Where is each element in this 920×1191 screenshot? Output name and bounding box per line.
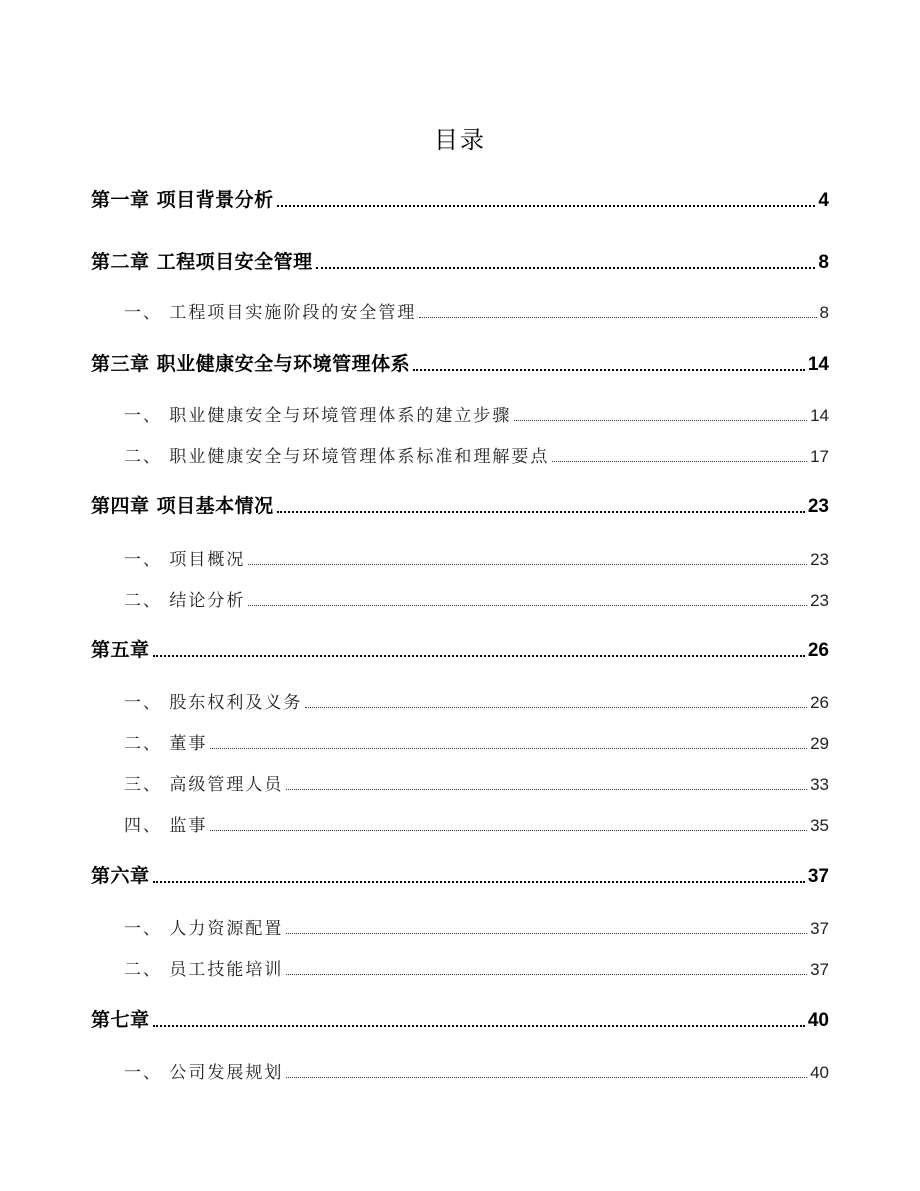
toc-page-number: 14 (810, 406, 829, 425)
toc-entry-section[interactable] (124, 540, 829, 570)
dot-leader (305, 707, 807, 708)
toc-entry-chapter-4[interactable] (91, 488, 829, 518)
toc-entry-label: 第四章 项目基本情况 (91, 495, 274, 517)
toc-entry-section[interactable] (124, 909, 829, 939)
toc-entry-section[interactable] (124, 581, 829, 611)
toc-entry-section[interactable] (124, 806, 829, 836)
toc-entry-label: 二、 董事 (124, 734, 208, 754)
toc-page-number: 8 (818, 252, 829, 273)
toc-page-number: 17 (810, 447, 829, 466)
toc-page-number: 23 (810, 591, 829, 610)
toc-entry-label: 第二章 工程项目安全管理 (91, 251, 313, 273)
toc-page-number: 4 (818, 190, 829, 211)
toc-entry-label: 第一章 项目背景分析 (91, 189, 274, 211)
toc-page-number: 40 (807, 1010, 829, 1031)
toc-page-number: 26 (810, 693, 829, 712)
toc-title: 目录 (434, 126, 486, 154)
toc-page-number: 23 (807, 496, 829, 517)
toc-entry-label: 三、 高级管理人员 (124, 775, 284, 795)
dot-leader (286, 974, 807, 975)
toc-page-number: 35 (810, 816, 829, 835)
dot-leader (552, 461, 807, 462)
toc-entry-label: 二、 结论分析 (124, 591, 246, 611)
dot-leader (419, 317, 816, 318)
toc-entry-section[interactable] (124, 437, 829, 467)
dot-leader (153, 655, 805, 657)
dot-leader (514, 420, 807, 421)
toc-entry-label: 一、 人力资源配置 (124, 919, 284, 939)
toc-entry-section[interactable] (124, 1053, 829, 1083)
toc-entry-section[interactable] (124, 765, 829, 795)
toc-entry-label: 一、 项目概况 (124, 550, 246, 570)
toc-entry-chapter-3[interactable] (91, 346, 829, 376)
dot-leader (153, 1025, 805, 1027)
toc-entry-section[interactable] (124, 293, 829, 323)
toc-page-number: 14 (807, 354, 829, 375)
toc-entry-label: 一、 股东权利及义务 (124, 693, 303, 713)
dot-leader (248, 605, 807, 606)
dot-leader (277, 511, 805, 513)
toc-entry-label: 四、 监事 (124, 816, 208, 836)
toc-entry-label: 二、 职业健康安全与环境管理体系标准和理解要点 (124, 447, 550, 467)
toc-entry-section[interactable] (124, 683, 829, 713)
toc-page-number: 37 (810, 960, 829, 979)
toc-entry-chapter-1[interactable] (91, 182, 829, 212)
toc-page-number: 40 (810, 1063, 829, 1082)
toc-page-number: 33 (810, 775, 829, 794)
dot-leader (210, 830, 807, 831)
toc-page-number: 8 (819, 303, 829, 322)
dot-leader (286, 933, 807, 934)
toc-entry-label: 第七章 (91, 1009, 150, 1031)
dot-leader (153, 881, 805, 883)
toc-page-number: 26 (807, 640, 829, 661)
toc-entry-chapter-2[interactable] (91, 244, 829, 274)
toc-entry-chapter-7[interactable] (91, 1002, 829, 1032)
toc-entry-chapter-5[interactable] (91, 632, 829, 662)
dot-leader (210, 748, 807, 749)
toc-entry-section[interactable] (124, 396, 829, 426)
toc-entry-label: 第五章 (91, 639, 150, 661)
toc-page-number: 37 (810, 919, 829, 938)
toc-entry-section[interactable] (124, 950, 829, 980)
toc-page-number: 37 (807, 866, 829, 887)
dot-leader (248, 564, 807, 565)
dot-leader (413, 369, 805, 371)
toc-entry-label: 二、 员工技能培训 (124, 960, 284, 980)
toc-entry-chapter-6[interactable] (91, 858, 829, 888)
dot-leader (286, 1077, 807, 1078)
toc-entry-label: 一、 职业健康安全与环境管理体系的建立步骤 (124, 406, 512, 426)
toc-entry-label: 第六章 (91, 865, 150, 887)
toc-entry-label: 第三章 职业健康安全与环境管理体系 (91, 353, 411, 375)
dot-leader (277, 205, 816, 207)
toc-page-number: 29 (810, 734, 829, 753)
toc-entry-label: 一、 工程项目实施阶段的安全管理 (124, 303, 417, 323)
dot-leader (316, 267, 816, 269)
toc-entry-label: 一、 公司发展规划 (124, 1063, 284, 1083)
dot-leader (286, 789, 807, 790)
toc-entry-section[interactable] (124, 724, 829, 754)
toc-page-number: 23 (810, 550, 829, 569)
